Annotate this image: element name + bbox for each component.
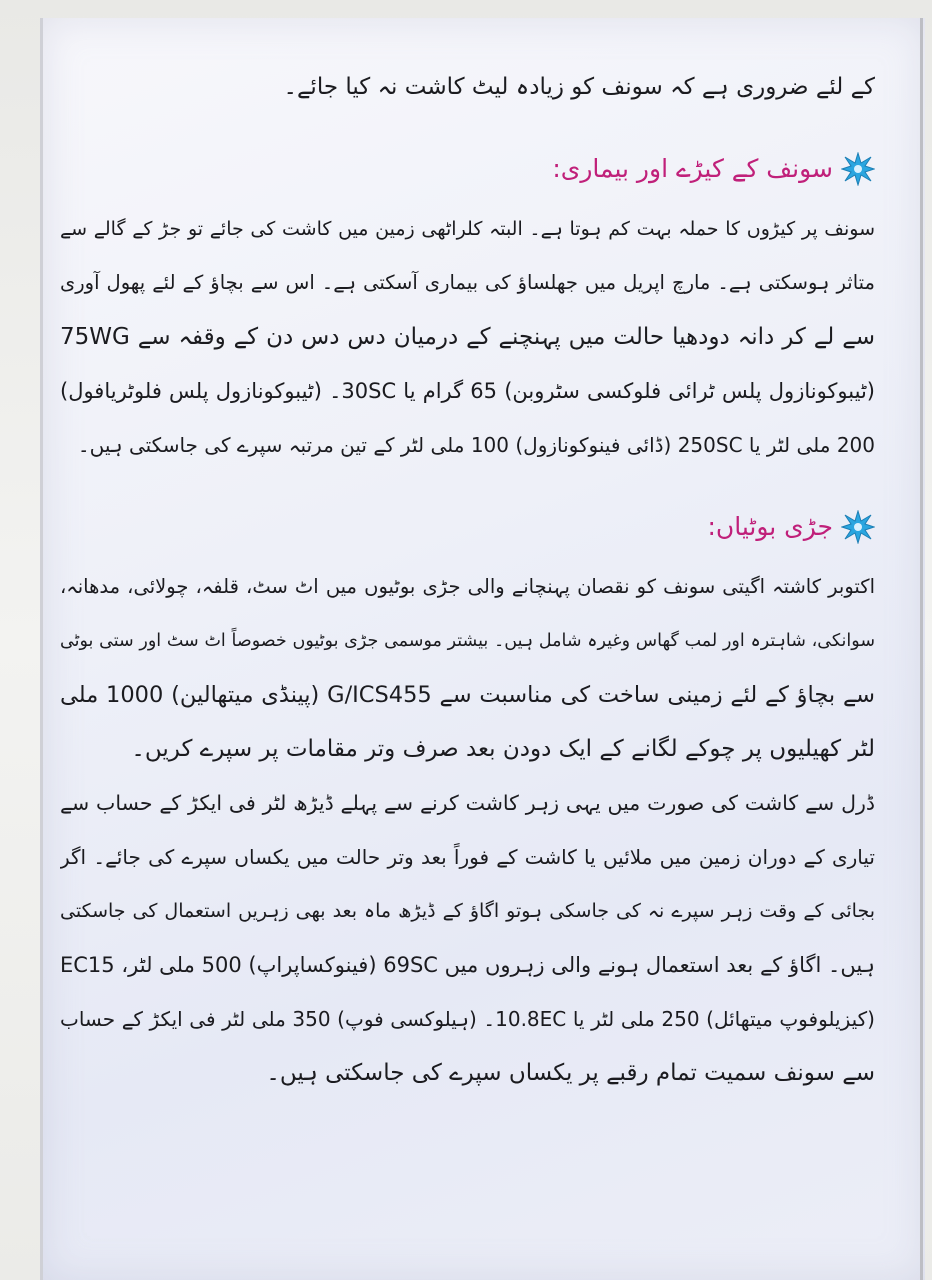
intro-line: کے لئے ضروری ہے کہ سونف کو زیادہ لیٹ کاشت نہ کیا جائے۔ <box>283 74 875 100</box>
document-content <box>60 60 875 1100</box>
weeds-line: تیاری کے دوران زمین میں ملائیں یا کاشت کے فوراً بعد وتر حالت میں یکساں سپرے کی جائے۔ اگر <box>60 845 875 869</box>
pests-heading: سونف کے کیڑے اور بیماری: <box>552 154 833 183</box>
weeds-line: لٹر کھیلیوں پر چوکے لگانے کے ایک دودن بعد صرف وتر مقامات پر سپرے کریں۔ <box>131 736 875 762</box>
weeds-line: ہیں۔ اگاؤ کے بعد استعمال ہونے والی زہروں میں 69SC (فینوکساپراپ) 500 ملی لٹر، EC15 <box>60 953 875 977</box>
weeds-line: سے بچاؤ کے لئے زمینی ساخت کی مناسبت سے G/ICS455 (پینڈی میتھالین) 1000 ملی <box>60 682 875 708</box>
pests-line: سونف پر کیڑوں کا حملہ بہت کم ہوتا ہے۔ البتہ کلراٹھی زمین میں کاشت کی جائے تو جڑ کے گالے سے <box>60 218 875 240</box>
pests-line: (ٹیبوکونازول پلس ٹرائی فلوکسی سٹروبن) 65 گرام یا 30SC۔ (ٹیبوکونازول پلس فلوٹریافول) <box>60 379 875 403</box>
pests-line: سے لے کر دانہ دودھیا حالت میں پہنچنے کے درمیان دس دس دن کے وقفہ سے 75WG <box>60 324 875 350</box>
weeds-line: ڈرل سے کاشت کی صورت میں یہی زہر کاشت کرنے سے پہلے ڈیڑھ لٹر فی ایکڑ کے حساب سے <box>60 791 875 815</box>
pests-line: متاثر ہوسکتی ہے۔ مارچ اپریل میں جھلساؤ کی بیماری آسکتی ہے۔ اس سے بچاؤ کے لئے پھول آوری <box>60 271 875 294</box>
weeds-line: سوانکی، شاہترہ اور لمب گھاس وغیرہ شامل ہیں۔ بیشتر موسمی جڑی بوٹیوں خصوصاً اٹ سٹ اور ستی بوٹی <box>60 631 875 651</box>
weeds-line: (کیزیلوفوپ میتھائل) 250 ملی لٹر یا 10.8EC۔ (ہیلوکسی فوپ) 350 ملی لٹر فی ایکڑ کے حساب <box>60 1007 875 1031</box>
burst-icon <box>841 152 875 186</box>
page-edge <box>920 18 923 1280</box>
weeds-heading: جڑی بوٹیاں: <box>707 512 833 541</box>
weeds-line: سے سونف سمیت تمام رقبے پر یکساں سپرے کی جاسکتی ہیں۔ <box>266 1060 875 1086</box>
burst-icon <box>841 510 875 544</box>
pests-line: 200 ملی لٹر یا 250SC (ڈائی فینوکونازول) 100 ملی لٹر کے تین مرتبہ سپرے کی جاسکتی ہیں۔ <box>77 433 875 457</box>
pests-heading-row <box>60 136 875 202</box>
weeds-heading-row <box>60 494 875 560</box>
weeds-line: بجائی کے وقت زہر سپرے نہ کی جاسکی ہوتو اگاؤ کے ڈیڑھ ماہ بعد بھی زہریں استعمال کی جاسکتی <box>60 900 875 922</box>
weeds-line: اکتوبر کاشتہ اگیتی سونف کو نقصان پہنچانے والی جڑی بوٹیوں میں اٹ سٹ، قلفہ، چولائی، مدھانہ، <box>60 575 875 598</box>
